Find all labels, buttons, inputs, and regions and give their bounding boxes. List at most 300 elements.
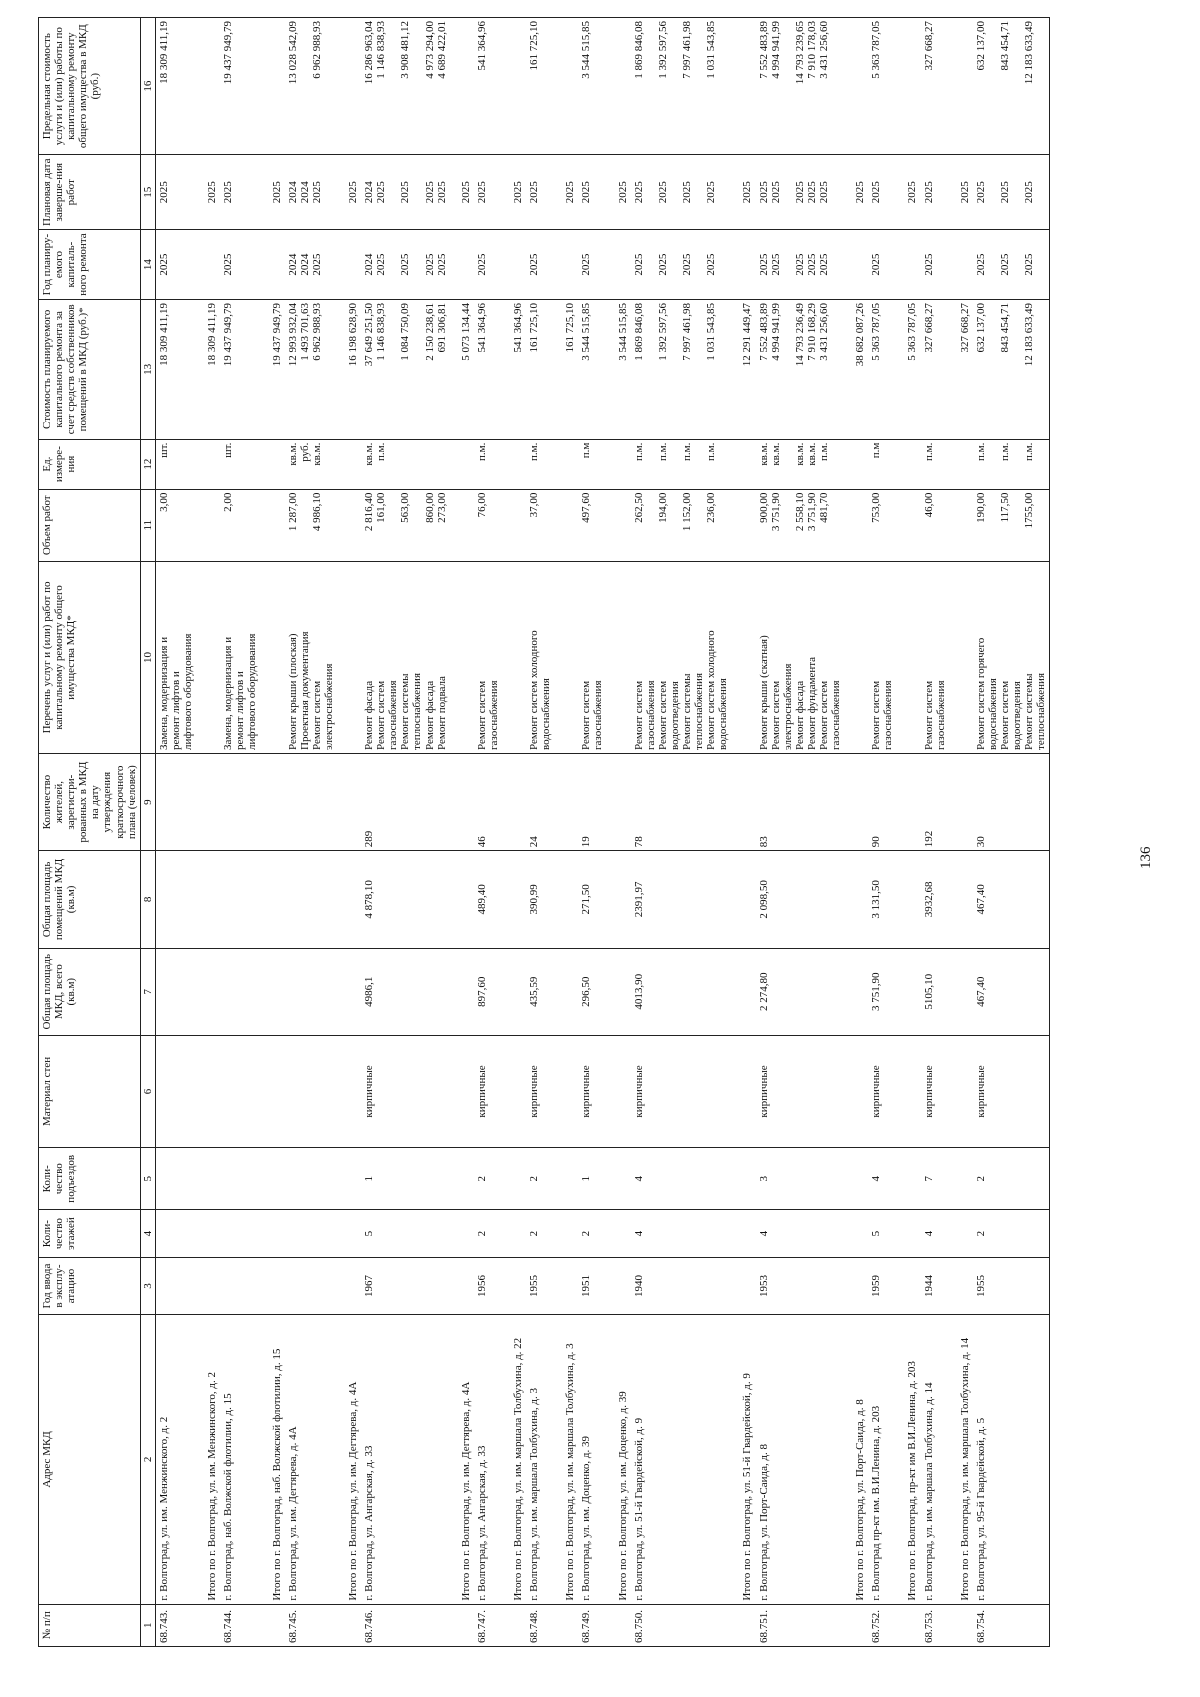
repair-cost-line [645,303,657,436]
empty-cell [261,753,285,850]
repair-cost-line [669,303,681,436]
works-list [756,561,845,753]
table-row [361,18,450,1647]
table-row [285,18,337,1647]
empty-cell [450,561,474,753]
empty-cell [896,753,920,850]
completion-year-line: 2025 [805,181,818,204]
subtotal-row [949,18,973,1647]
empty-cell [554,489,578,561]
empty-cell [554,1035,578,1147]
premises-area: 3932,68 [921,851,949,948]
empty-cell [337,1210,361,1257]
subtotal-address [731,1315,755,1604]
planned-year-line: 2025 [999,253,1011,276]
works-list-line: Ремонт систем [375,680,388,750]
works-list-line: Ремонт систем [475,680,488,750]
works-list-line: Ремонт систем [310,680,323,750]
planned-year-line: 2025 [632,253,645,276]
subtotal-year-line: 2025 [958,181,971,204]
empty-cell [554,753,578,850]
empty-cell [607,1035,631,1147]
empty-cell [844,851,868,948]
subtotal-address-line: Итого по г. Волгоград, наб. Волжской флотилии, д. 15 [270,1348,283,1601]
table-body [155,18,1050,1647]
works-list-line: Ремонт системы [399,673,412,750]
empty-cell [337,851,361,948]
works-list [526,561,554,753]
works-list-line: Ремонт систем [817,680,830,750]
unit [973,439,1050,489]
limit-cost-line: 3 431 256,60 [817,21,830,79]
empty-cell [337,18,361,155]
empty-cell [502,18,526,155]
unit-line: п.м. [922,442,935,462]
completion-year-line [1035,158,1047,226]
bottom-border-cell [1049,18,1050,155]
works-list-line: водоснабжения [717,678,730,750]
column-header: Плановая дата заверше-ния работ [39,155,141,230]
completion-year-line: 2025 [475,181,488,204]
repair-cost [285,299,337,439]
unit-line: п.м. [974,442,987,462]
repair-cost-line: 19 437 949,79 [222,302,235,367]
row-number [554,1604,578,1646]
unit-line: кв.м. [310,442,323,466]
row-number: 68.752. [868,1604,896,1646]
limit-cost-line: 541 364,96 [475,21,488,71]
residents: 192 [921,753,949,850]
limit-cost [973,18,1050,155]
works-list-line: электроснабжения [322,663,335,750]
row-number: 68.744. [220,1604,260,1646]
completion-year [921,155,949,230]
empty-cell [261,1148,285,1210]
column-header: Ед. измере-ния [39,439,141,489]
row-number: 68.743. [155,1604,196,1646]
planned-year-line: 2024 [298,253,311,276]
work-volume-line: 497,60 [580,492,593,523]
empty-cell [450,1148,474,1210]
completion-year-line: 2025 [705,181,718,204]
total-area [285,948,337,1035]
works-list-line: Ремонт подвала [435,676,448,750]
column-header: Год ввода в эксплу-атацию [39,1257,141,1314]
repair-cost [526,299,554,439]
unit-line: кв.м. [757,442,770,466]
column-number: 11 [140,489,155,561]
bottom-border-cell [1049,561,1050,753]
planned-year-line [782,233,794,296]
total-area [155,948,196,1035]
build-year [155,1257,196,1314]
repair-cost-line [693,303,705,436]
empty-cell [554,948,578,1035]
column-number: 3 [140,1257,155,1314]
limit-cost-line [1011,21,1023,151]
wall-material [155,1035,196,1147]
subtotal-address [607,1315,631,1604]
repair-cost-line [987,303,999,436]
repair-cost-line: 161 725,10 [528,302,541,353]
empty-cell [450,948,474,1035]
subtotal-year [337,155,361,230]
completion-year-line: 2025 [157,181,170,204]
works-list-line: Ремонт фундамента [805,656,818,750]
column-header: Материал стен [39,1035,141,1147]
work-volume [474,489,502,561]
completion-year-line: 2025 [222,181,235,204]
column-header: Коли-чество подъездов [39,1148,141,1210]
floors: 2 [526,1210,554,1257]
row-number: 68.751. [756,1604,845,1646]
repair-cost-line [830,303,842,436]
subtotal-row [502,18,526,1647]
unit-line [387,443,399,486]
works-list [921,561,949,753]
unit-line: кв.м. [793,442,806,466]
empty-cell [607,230,631,300]
subtotal-year [502,155,526,230]
unit-line: п.м. [1023,442,1036,462]
empty-cell [554,439,578,489]
planned-year-line: 2025 [656,253,669,276]
work-volume-line: 273,00 [435,492,448,523]
repair-cost-line: 691 306,81 [435,302,448,353]
empty-cell [896,489,920,561]
limit-cost-line: 4 973 294,00 [423,21,436,79]
empty-cell [337,1148,361,1210]
planned-year-line: 2025 [1023,253,1036,276]
repair-cost-line: 4 994 941,99 [769,302,782,361]
completion-year-line [669,158,681,226]
empty-cell [844,439,868,489]
repair-cost [973,299,1050,439]
planned-year-line [987,233,999,296]
works-list-line: Ремонт систем [922,680,935,750]
repair-cost-line: 843 454,71 [999,302,1011,353]
planned-year [285,230,337,300]
works-list-line: Ремонт крыши (скатная) [757,635,770,750]
total-area: 3 751,90 [868,948,896,1035]
empty-cell [731,561,755,753]
total-area: 4986,1 [361,948,450,1035]
empty-cell [607,1210,631,1257]
works-list-line: Ремонт систем холодного [705,630,718,750]
subtotal-year [261,155,285,230]
work-volume [155,489,196,561]
repair-cost [220,299,260,439]
completion-year [631,155,732,230]
repair-cost-line: 14 793 236,49 [793,302,806,367]
subtotal-year [844,155,868,230]
completion-year-line: 2025 [793,181,806,204]
address [973,1315,1050,1604]
completion-year-line: 2024 [298,181,311,204]
table-row [474,18,502,1647]
planned-year-line: 2025 [870,253,883,276]
work-volume-line: 236,00 [705,492,718,523]
repair-cost-line: 7 997 461,98 [681,302,694,361]
completion-year-line: 2025 [769,181,782,204]
completion-year-line: 2025 [999,181,1011,204]
premises-area: 467,40 [973,851,1050,948]
repair-cost [868,299,896,439]
total-area: 897,60 [474,948,502,1035]
unit-line [987,443,999,486]
repair-cost-line [1011,303,1023,436]
unit-line: руб. [298,442,311,462]
empty-cell [261,948,285,1035]
repair-cost-line: 2 150 238,61 [423,302,436,361]
work-volume [868,489,896,561]
completion-year [973,155,1050,230]
floors: 4 [921,1210,949,1257]
build-year: 1956 [474,1257,502,1314]
unit-line [399,443,411,486]
empty-cell [196,1257,220,1314]
work-volume [526,489,554,561]
empty-cell [896,948,920,1035]
empty-cell [896,1148,920,1210]
empty-cell [337,561,361,753]
completion-year-line: 2025 [681,181,694,204]
bottom-border-cell [1049,1315,1050,1604]
unit-line [717,443,729,486]
work-volume-line [1035,493,1047,558]
completion-year-line: 2025 [870,181,883,204]
entrances [285,1148,337,1210]
work-volume-line: 753,00 [870,492,883,523]
work-volume-line [987,493,999,558]
completion-year-line: 2025 [656,181,669,204]
work-volume-line: 4 986,10 [310,492,323,532]
bottom-border-cell [1049,1035,1050,1147]
planned-year-line: 2025 [922,253,935,276]
residents [220,753,260,850]
repair-cost-line: 5 363 787,05 [870,302,883,361]
bottom-border-cell [1049,299,1050,439]
subtotal-cost [949,299,973,439]
completion-year [285,155,337,230]
unit-line: шт. [157,442,170,458]
subtotal-cost-line: 12 291 449,47 [741,302,754,367]
entrances: 2 [973,1148,1050,1210]
empty-cell [896,851,920,948]
empty-cell [450,18,474,155]
subtotal-address-line: Итого по г. Волгоград, ул. Порт-Саида, д. 8 [854,1399,867,1601]
limit-cost [474,18,502,155]
completion-year [578,155,606,230]
subtotal-row [844,18,868,1647]
empty-cell [949,1148,973,1210]
wall-material: кирпичные [973,1035,1050,1147]
planned-year [868,230,896,300]
completion-year-line: 2025 [580,181,593,204]
limit-cost-line: 3 908 481,12 [399,21,412,79]
empty-cell [502,439,526,489]
premises-area [155,851,196,948]
repair-cost [155,299,196,439]
limit-cost [285,18,337,155]
subtotal-year-line: 2025 [346,181,359,204]
unit-line [830,443,842,486]
subtotal-cost-line: 161 725,10 [564,302,577,353]
table-row [756,18,845,1647]
wall-material: кирпичные [921,1035,949,1147]
floors [285,1210,337,1257]
completion-year-line: 2025 [757,181,770,204]
work-volume-line: 1 287,00 [286,492,299,532]
subtotal-year [731,155,755,230]
subtotal-row [731,18,755,1647]
repair-cost-line: 12 993 932,04 [286,302,299,367]
completion-year-line: 2025 [435,181,448,204]
limit-cost-line: 12 183 633,49 [1023,21,1036,85]
repair-cost-line [411,303,423,436]
address-line: г. Волгоград, ул. им. маршала Толбухина, д. 3 [528,1388,541,1601]
limit-cost [526,18,554,155]
wall-material: кирпичные [361,1035,450,1147]
address [868,1315,896,1604]
empty-cell [844,18,868,155]
planned-year-line: 2025 [817,253,830,276]
subtotal-cost [554,299,578,439]
planned-year-line: 2025 [435,253,448,276]
column-header: Объем работ [39,489,141,561]
works-list-line: Ремонт системы [1023,673,1036,750]
bottom-border-cell [1049,230,1050,300]
unit-line [782,443,794,486]
residents: 46 [474,753,502,850]
bottom-border-cell [1049,1257,1050,1314]
bottom-border-cell [1049,489,1050,561]
works-list-line: Ремонт систем [656,680,669,750]
unit-line [1011,443,1023,486]
total-area: 2 274,80 [756,948,845,1035]
column-number: 9 [140,753,155,850]
empty-cell [949,1257,973,1314]
subtotal-row [607,18,631,1647]
column-number: 15 [140,155,155,230]
unit [921,439,949,489]
table-bottom [1049,18,1050,1647]
subtotal-year-line: 2025 [854,181,867,204]
work-volume [631,489,732,561]
entrances: 3 [756,1148,845,1210]
row-number [731,1604,755,1646]
limit-cost-line [987,21,999,151]
work-volume-line: 117,50 [999,492,1011,523]
subtotal-row [261,18,285,1647]
limit-cost-line: 7 552 483,89 [757,21,770,79]
subtotal-address [337,1315,361,1604]
table-row [868,18,896,1647]
empty-cell [196,18,220,155]
subtotal-address-line: Итого по г. Волгоград, ул. им. маршала Толбухина, д. 14 [958,1337,971,1601]
entrances [155,1148,196,1210]
work-volume-line [669,493,681,558]
build-year: 1967 [361,1257,450,1314]
capital-repair-table [38,17,1050,1647]
completion-year-line: 2025 [922,181,935,204]
subtotal-cost [731,299,755,439]
subtotal-address-line: Итого по г. Волгоград, пр-кт им В.И.Ленина, д. 203 [906,1361,919,1601]
empty-cell [502,489,526,561]
build-year: 1944 [921,1257,949,1314]
works-list [578,561,606,753]
repair-cost [474,299,502,439]
row-number: 68.747. [474,1604,502,1646]
empty-cell [896,439,920,489]
floors: 4 [756,1210,845,1257]
column-number: 7 [140,948,155,1035]
row-number [949,1604,973,1646]
work-volume [220,489,260,561]
works-list-line: Ремонт систем [870,680,883,750]
limit-cost-line [411,21,423,151]
empty-cell [337,1257,361,1314]
empty-cell [261,561,285,753]
column-header: Количество жителей, зарегистри-рованных в МКД на дату утверждения краткосрочного плана (человек) [39,753,141,850]
planned-year-line: 2025 [974,253,987,276]
floors: 2 [474,1210,502,1257]
column-number: 6 [140,1035,155,1147]
completion-year-line [693,158,705,226]
work-volume-line: 563,00 [399,492,412,523]
works-list-line: Ремонт систем [580,680,593,750]
column-number: 2 [140,1315,155,1604]
bottom-border-cell [1049,439,1050,489]
completion-year [756,155,845,230]
works-list-line: теплоснабжения [1035,673,1048,750]
empty-cell [949,18,973,155]
work-volume-line [693,493,705,558]
subtotal-row [196,18,220,1647]
empty-cell [949,230,973,300]
subtotal-address-line: Итого по г. Волгоград, ул. им. маршала Толбухина, д. 3 [564,1343,577,1601]
work-volume [973,489,1050,561]
empty-cell [731,1035,755,1147]
work-volume-line [782,493,794,558]
table-row [631,18,732,1647]
repair-cost [578,299,606,439]
residents: 78 [631,753,732,850]
work-volume-line [299,493,311,558]
subtotal-address [949,1315,973,1604]
row-number: 68.749. [578,1604,606,1646]
repair-cost-line: 541 364,96 [475,302,488,353]
row-number: 68.748. [526,1604,554,1646]
address [578,1315,606,1604]
floors [220,1210,260,1257]
empty-cell [949,1035,973,1147]
work-volume-line: 46,00 [922,492,935,518]
empty-cell [896,18,920,155]
limit-cost [220,18,260,155]
repair-cost-line: 1 392 597,56 [656,302,669,361]
table-row [973,18,1050,1647]
empty-cell [896,561,920,753]
subtotal-address-line: Итого по г. Волгоград, ул. 51-й Гвардейской, д. 9 [741,1373,754,1601]
completion-year-line: 2025 [632,181,645,204]
column-number: 4 [140,1210,155,1257]
empty-cell [896,230,920,300]
planned-year-line: 2025 [769,253,782,276]
planned-year-line: 2025 [157,253,170,276]
repair-cost-line: 3 544 515,85 [580,302,593,361]
empty-cell [337,489,361,561]
